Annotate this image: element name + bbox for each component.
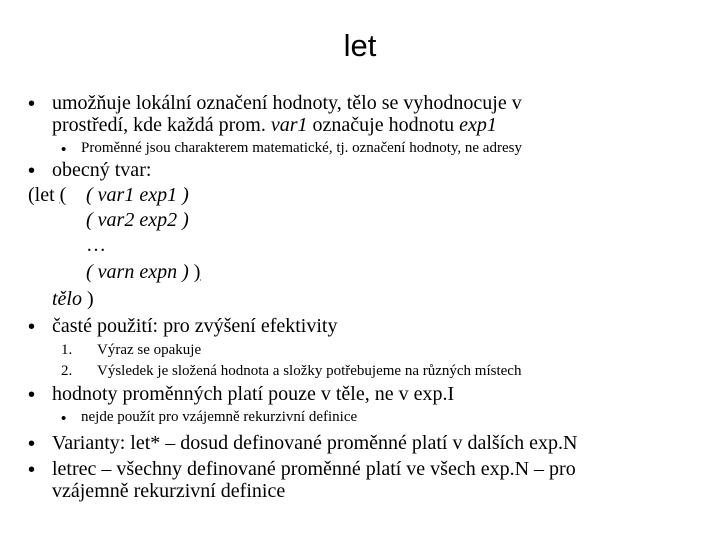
binding-ellipsis: … [86,234,106,256]
bullet-3: časté použití: pro zvýšení efektivity [52,315,338,337]
body-word: tělo [52,288,82,310]
bullet-6-line-1: letrec – všechny definované proměnné platí ve všech exp.N – pro [52,458,576,480]
let-open: (let [28,184,60,206]
bullet-5: Varianty: let* – dosud definované proměnné platí v dalších exp.N [52,432,578,454]
bullet-4: hodnoty proměnných platí pouze v těle, ne v exp.I [52,383,455,405]
numbered-item-text: Výsledek je složená hodnota a složky potřebujeme na různých místech [97,363,522,379]
sub-bullet-1: Proměnné jsou charakterem matematické, tj. označení hodnoty, ne adresy [81,140,522,156]
sub-bullet-marker: • [61,410,67,427]
exp1-term: exp1 [459,114,497,136]
bullet-marker: • [28,93,36,115]
form-body [52,288,94,311]
bullet-1-text: prostředí, kde každá prom. [52,114,271,136]
bullet-1-text-mid: označuje hodnotu [307,114,460,136]
bindings-close-paren: ) [193,261,201,283]
bullet-marker: • [28,433,36,455]
bullet-marker: • [28,316,36,338]
binding-n-text: ( varn expn ) [86,261,194,283]
bullet-1-line-1: umožňuje lokální označení hodnoty, tělo se vyhodnocuje v [52,92,522,114]
bindings-open-paren: ( [59,184,67,206]
bullet-marker: • [28,384,36,406]
binding-2: ( var2 exp2 ) [86,209,189,231]
numbered-item-number: 1. [61,342,73,358]
binding-n [86,261,200,284]
bullet-2: obecný tvar: [52,159,152,181]
bullet-marker: • [28,459,36,481]
bullet-6-line-2: vzájemně rekurzivní definice [52,480,286,502]
slide-title: let [343,28,377,63]
bullet-1-line-2 [52,114,497,137]
form-line-1 [28,184,66,207]
var1-term: var1 [270,114,308,136]
numbered-item-text: Výraz se opakuje [97,342,202,358]
bullet-marker: • [28,160,36,182]
sub-bullet-marker: • [61,141,67,158]
sub-bullet-4: nejde použít pro vzájemně rekurzivní definice [81,409,358,425]
body-close: ) [82,288,94,310]
binding-1: ( var1 exp1 ) [86,184,189,206]
numbered-item-number: 2. [61,363,73,379]
